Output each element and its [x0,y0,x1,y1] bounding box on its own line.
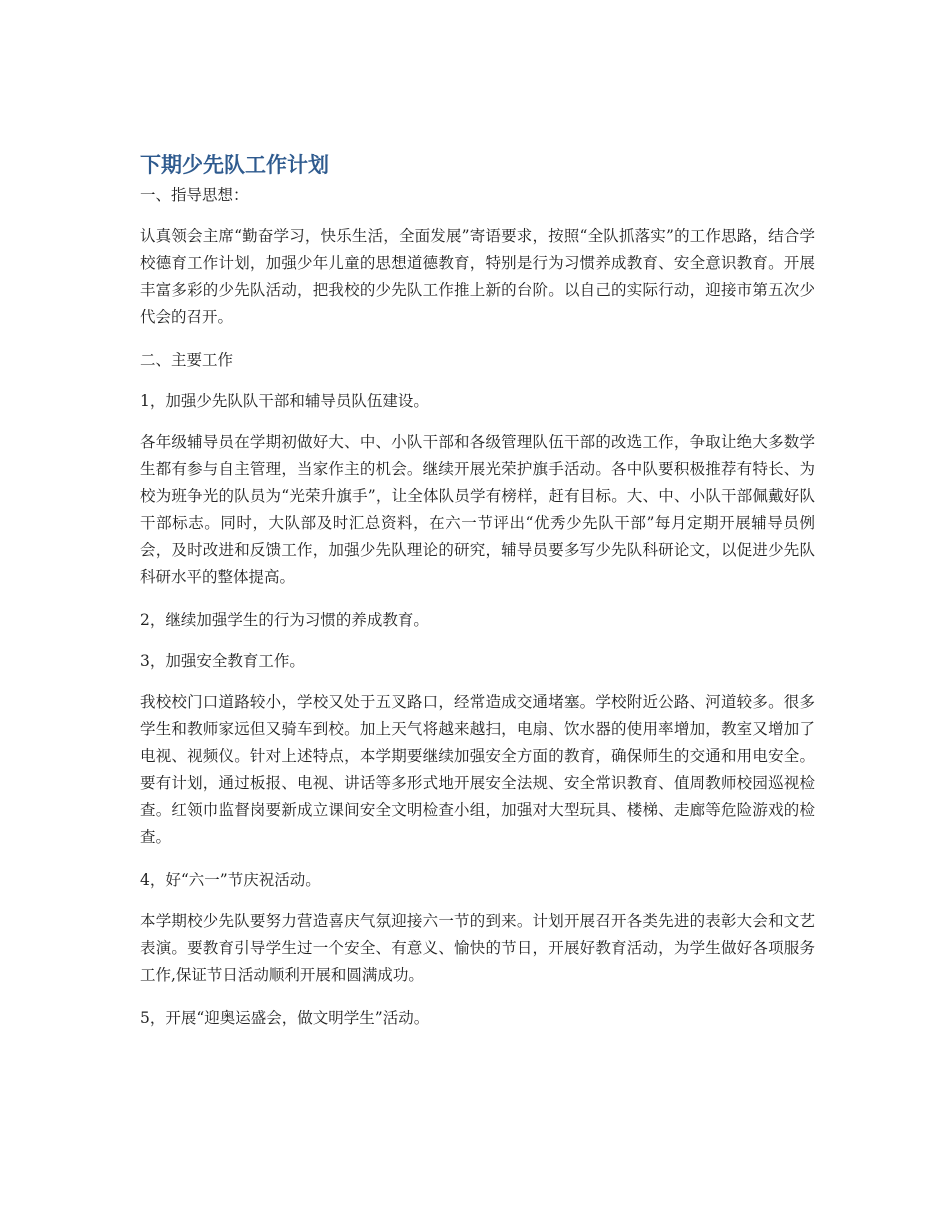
item-heading-5: 5，开展“迎奥运盛会，做文明学生”活动。 [140,1009,430,1027]
item-heading-1: 1，加强少先队队干部和辅导员队伍建设。 [140,392,429,410]
item-body-3: 我校校门口道路较小，学校又处于五叉路口，经常造成交通堵塞。学校附近公路、河道较多。很多学生和教师家远但又骑车到校。加上天气将越来越扫，电扇、饮水器的使用率增加，教室又增加了电视、视频仪。针对上述特点，本学期要继续加强安全方面的教育，确保师生的交通和用电安全。要有计划，通过板报、电视、讲话等多形式地开展安全法规、安全常识教育、值周教师校园巡视检查。红领巾监督岗要新成立课间安全文明检查小组，加强对大型玩具、楼梯、走廊等危险游戏的检查。 [140,693,815,846]
item-heading-4: 4，好“六一”节庆祝活动。 [140,871,321,889]
section-heading-guiding-ideology: 一、指导思想： [140,186,249,204]
section-body-guiding-ideology: 认真领会主席“勤奋学习，快乐生活，全面发展”寄语要求，按照“全队抓落实”的工作思路，结合学校德育工作计划，加强少年儿童的思想道德教育，特别是行为习惯养成教育、安全意识教育。开展丰富多彩的少先队活动，把我校的少先队工作推上新的台阶。以自己的实际行动，迎接市第五次少代会的召开。 [140,227,815,326]
item-body-4: 本学期校少先队要努力营造喜庆气氛迎接六一节的到来。计划开展召开各类先进的表彰大会和文艺表演。要教育引导学生过一个安全、有意义、愉快的节日，开展好教育活动，为学生做好各项服务工作,保证节日活动顺利开展和圆满成功。 [140,912,815,984]
item-heading-2: 2，继续加强学生的行为习惯的养成教育。 [140,611,429,629]
document-page [140,150,815,1046]
item-body-1: 各年级辅导员在学期初做好大、中、小队干部和各级管理队伍干部的改选工作，争取让绝大多数学生都有参与自主管理，当家作主的机会。继续开展光荣护旗手活动。各中队要积极推荐有特长、为校为班争光的队员为“光荣升旗手”，让全体队员学有榜样，赶有目标。大、中、小队干部佩戴好队干部标志。同时，大队部及时汇总资料，在六一节评出“优秀少先队干部”每月定期开展辅导员例会，及时改进和反馈工作，加强少先队理论的研究，辅导员要多写少先队科研论文，以促进少先队科研水平的整体提高。 [140,433,815,586]
item-heading-3: 3，加强安全教育工作。 [140,652,305,670]
document-title: 下期少先队工作计划 [140,153,329,177]
section-heading-main-work: 二、主要工作 [140,351,234,369]
